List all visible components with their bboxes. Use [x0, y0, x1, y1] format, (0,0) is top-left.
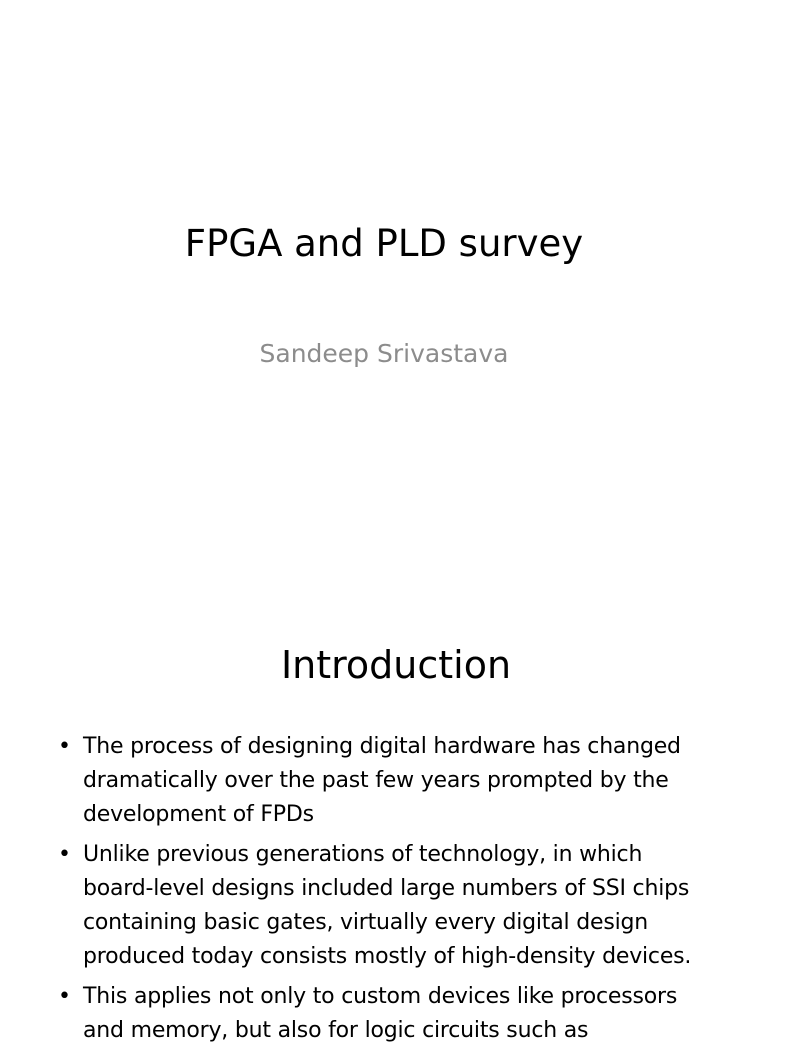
bullet-text-line: The process of designing digital hardware has changed	[83, 734, 681, 759]
bullet-list	[56, 730, 756, 1054]
introduction-slide	[0, 576, 768, 1043]
presentation-title: FPGA and PLD survey	[184, 222, 584, 265]
bullet-text-line: produced today consists mostly of high-density devices.	[83, 944, 692, 969]
bullet-item	[56, 730, 756, 832]
bullet-text-line: containing basic gates, virtually every digital design	[83, 910, 649, 935]
bullet-item	[56, 980, 756, 1048]
bullet-text-line: development of FPDs	[83, 802, 314, 827]
bullet-point-icon: •	[58, 984, 71, 1009]
bullet-text-line: Unlike previous generations of technology, in which	[83, 842, 643, 867]
bullet-text-line: board-level designs included large numbers of SSI chips	[83, 876, 690, 901]
bullet-point-icon: •	[58, 842, 71, 867]
author-subtitle: Sandeep Srivastava	[259, 339, 509, 368]
bullet-item	[56, 838, 756, 974]
bullet-text-line: dramatically over the past few years prompted by the	[83, 768, 669, 793]
bullet-text-line: This applies not only to custom devices like processors	[83, 984, 678, 1009]
slide-title: Introduction	[280, 643, 512, 687]
bullet-text-line: and memory, but also for logic circuits such as	[83, 1018, 589, 1043]
bullet-point-icon: •	[58, 734, 71, 759]
